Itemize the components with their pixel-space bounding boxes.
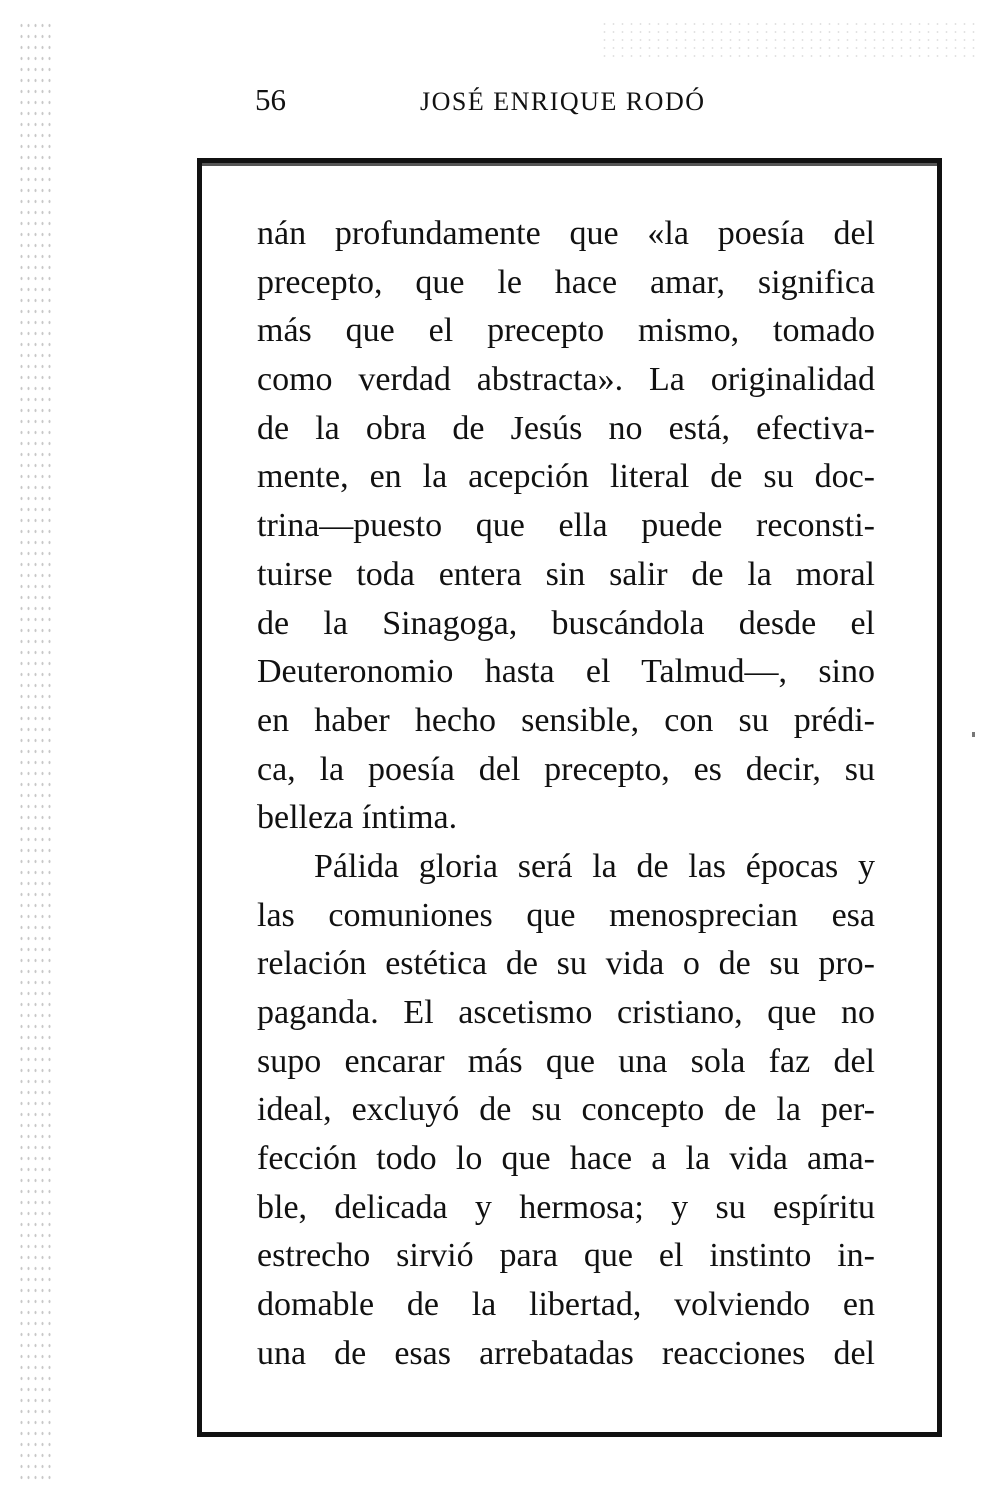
- text-line: de la Sinagoga, buscándola desde el: [257, 604, 875, 642]
- text-line: una de esas arrebatadas reacciones del: [257, 1334, 875, 1372]
- paragraph: [257, 210, 875, 843]
- text-line: como verdad abstracta». La originalidad: [257, 361, 875, 399]
- text-line: de la obra de Jesús no está, efectiva-: [257, 409, 875, 447]
- text-line: fección todo lo que hace a la vida ama-: [257, 1140, 875, 1178]
- text-line: nán profundamente que «la poesía del: [257, 215, 875, 252]
- text-line: las comuniones que menosprecian esa: [257, 896, 875, 934]
- running-title: JOSÉ ENRIQUE RODÓ: [420, 87, 706, 116]
- text-line: mente, en la acepción literal de su doc-: [257, 458, 875, 496]
- running-head: [0, 80, 1000, 120]
- scan-speckle-margin: [18, 20, 52, 1480]
- text-line: tuirse toda entera sin salir de la moral: [257, 555, 875, 593]
- text-line: Deuteronomio hasta el Talmud—, sino: [257, 653, 875, 691]
- text-line: trina—puesto que ella puede reconsti-: [257, 507, 875, 545]
- text-line: Pálida gloria será la de las épocas y: [314, 847, 875, 885]
- paragraph: [257, 843, 875, 1379]
- text-line: ca, la poesía del precepto, es decir, su: [257, 750, 875, 788]
- text-line: más que el precepto mismo, tomado: [257, 312, 875, 350]
- text-line: ideal, excluyó de su concepto de la per-: [257, 1091, 875, 1129]
- text-line: domable de la libertad, volviendo en: [257, 1286, 875, 1324]
- text-line: supo encarar más que una sola faz del: [257, 1042, 875, 1080]
- text-line: ble, delicada y hermosa; y su espíritu: [257, 1188, 875, 1226]
- text-line: estrecho sirvió para que el instinto in-: [257, 1237, 875, 1275]
- text-line: relación estética de su vida o de su pro-: [257, 945, 875, 983]
- text-line: belleza íntima.: [257, 799, 458, 837]
- text-line: paganda. El ascetismo cristiano, que no: [257, 994, 875, 1031]
- scan-mark: [972, 732, 975, 737]
- page-number: 56: [255, 82, 286, 117]
- text-line: precepto, que le hace amar, significa: [257, 263, 875, 301]
- scan-speckle-top: [600, 20, 980, 60]
- body-text: [257, 210, 875, 1379]
- text-line: en haber hecho sensible, con su prédi-: [257, 701, 875, 739]
